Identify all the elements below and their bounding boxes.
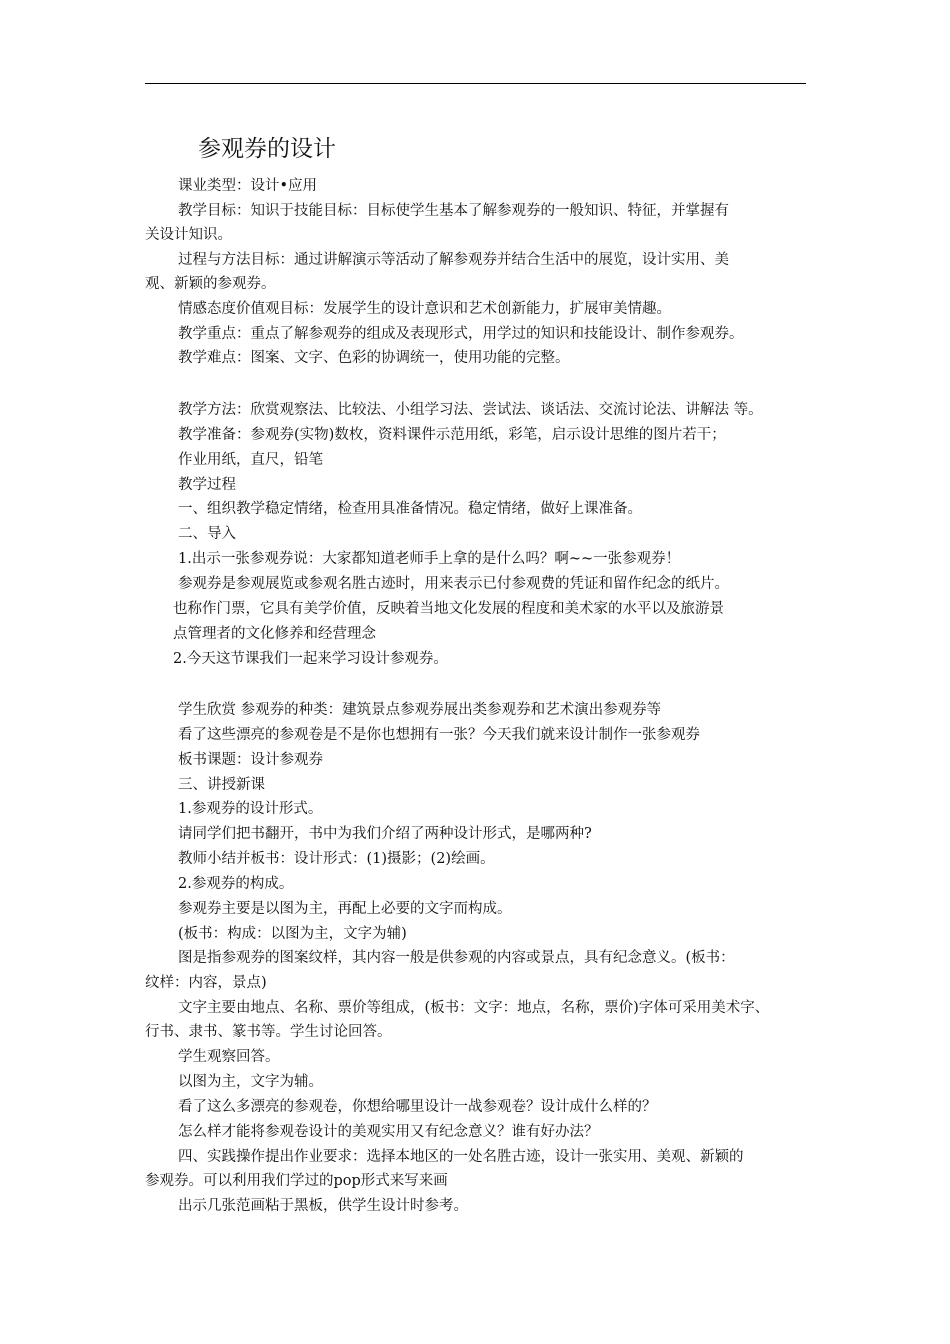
text-line: 学生欣赏 参观券的种类：建筑景点参观券展出类参观券和艺术演出参观券等 — [178, 702, 662, 718]
text-line: 看了这些漂亮的参观卷是不是你也想拥有一张？今天我们就来设计制作一张参观券 — [178, 727, 700, 743]
text-line: 二、导入 — [178, 526, 236, 542]
text-line: 教学过程 — [178, 477, 236, 493]
text-line: 观、新颖的参观券。 — [145, 276, 276, 292]
text-line: 学生观察回答。 — [178, 1049, 280, 1065]
text-line: 2.今天这节课我们一起来学习设计参观券。 — [173, 651, 448, 667]
text-line: (板书：构成：以图为主，文字为辅) — [178, 926, 407, 942]
text-line: 纹样：内容，景点) — [145, 975, 267, 991]
text-line: 参观券是参观展览或参观名胜古迹时，用来表示已付参观费的凭证和留作纪念的纸片。 — [178, 576, 729, 592]
text-line: 点管理者的文化修养和经营理念 — [173, 626, 376, 642]
text-line: 关设计知识。 — [145, 227, 232, 243]
text-line: 过程与方法目标：通过讲解演示等活动了解参观券并结合生活中的展览，设计实用、美 — [178, 252, 729, 268]
text-line: 一、组织教学稳定情绪，检查用具准备情况。稳定情绪，做好上课准备。 — [178, 501, 642, 517]
text-line: 情感态度价值观目标：发展学生的设计意识和艺术创新能力，扩展审美情趣。 — [178, 301, 671, 317]
text-line: 课业类型：设计•应用 — [178, 178, 318, 194]
text-line: 参观券主要是以图为主，再配上必要的文字而构成。 — [178, 901, 512, 917]
text-line: 请同学们把书翻开，书中为我们介绍了两种设计形式，是哪两种? — [178, 826, 592, 842]
text-line: 出示几张范画粘于黑板，供学生设计时参考。 — [178, 1198, 468, 1214]
text-line: 教学准备：参观券(实物)数枚，资料课件示范用纸，彩笔，启示设计思维的图片若干； — [178, 427, 726, 443]
text-line: 教学方法：欣赏观察法、比较法、小组学习法、尝试法、谈话法、交流讨论法、讲解法 等。 — [178, 402, 763, 418]
text-line: 文字主要由地点、名称、票价等组成，(板书：文字：地点，名称，票价)字体可采用美术字、 — [178, 1000, 770, 1016]
text-line: 教师小结并板书：设计形式：(1)摄影；(2)绘画。 — [178, 851, 495, 867]
text-line: 参观券。可以利用我们学过的pop形式来写来画 — [145, 1173, 448, 1189]
text-line: 教学重点：重点了解参观券的组成及表现形式，用学过的知识和技能设计、制作参观券。 — [178, 326, 744, 342]
text-line: 怎么样才能将参观卷设计的美观实用又有纪念意义？谁有好办法？ — [178, 1124, 599, 1140]
text-line: 1.参观券的设计形式。 — [178, 801, 323, 817]
text-line: 作业用纸，直尺，铅笔 — [178, 452, 323, 468]
text-line: 教学目标：知识于技能目标：目标使学生基本了解参观券的一般知识、特征，并掌握有 — [178, 203, 729, 219]
text-line: 行书、隶书、篆书等。学生讨论回答。 — [145, 1024, 392, 1040]
text-line: 板书课题：设计参观券 — [178, 752, 323, 768]
header-rule — [145, 83, 806, 84]
text-line: 以图为主，文字为辅。 — [178, 1074, 323, 1090]
text-line: 2.参观券的构成。 — [178, 876, 294, 892]
text-line: 四、实践操作提出作业要求：选择本地区的一处名胜古迹，设计一张实用、美观、新颖的 — [178, 1149, 744, 1165]
page-title: 参观券的设计 — [198, 136, 336, 162]
text-line: 也称作门票，它具有美学价值，反映着当地文化发展的程度和美术家的水平以及旅游景 — [173, 601, 724, 617]
text-line: 看了这么多漂亮的参观卷，你想给哪里设计一战参观卷？设计成什么样的？ — [178, 1099, 657, 1115]
text-line: 三、讲授新课 — [178, 777, 265, 793]
text-line: 图是指参观券的图案纹样，其内容一般是供参观的内容或景点，具有纪念意义。(板书： — [178, 950, 735, 966]
text-line: 1.出示一张参观券说：大家都知道老师手上拿的是什么吗？啊~~一张参观券！ — [178, 551, 681, 567]
text-line: 教学难点：图案、文字、色彩的协调统一，使用功能的完整。 — [178, 350, 570, 366]
